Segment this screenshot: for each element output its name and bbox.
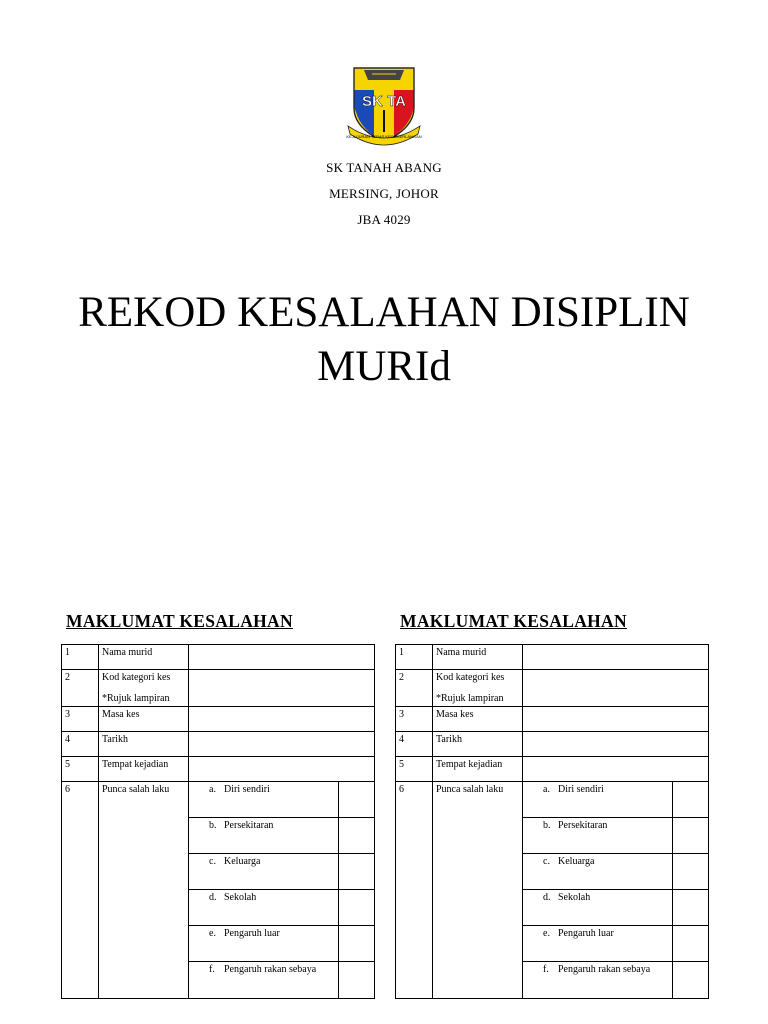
- row-number: 1: [396, 645, 433, 670]
- date-field[interactable]: [189, 732, 375, 757]
- row-label: Punca salah laku: [433, 782, 523, 999]
- option-letter: f.: [209, 964, 215, 975]
- option-checkbox[interactable]: [673, 962, 709, 999]
- cause-option: [189, 926, 339, 962]
- cause-option: [189, 782, 339, 818]
- cause-option: [523, 782, 673, 818]
- row-number: 5: [62, 757, 99, 782]
- table-row: [396, 645, 709, 670]
- option-text: Diri sendiri: [558, 784, 604, 795]
- offense-form-right: [395, 644, 709, 999]
- option-text: Persekitaran: [558, 820, 608, 831]
- table-row: [396, 707, 709, 732]
- row-label-cell: [99, 670, 189, 707]
- cause-option: [523, 890, 673, 926]
- time-field[interactable]: [523, 707, 709, 732]
- table-row: [396, 757, 709, 782]
- location-field[interactable]: [189, 757, 375, 782]
- row-sublabel: *Rujuk lampiran: [436, 693, 504, 704]
- row-number: 6: [396, 782, 433, 999]
- row-number: 4: [396, 732, 433, 757]
- school-code: JBA 4029: [357, 212, 411, 227]
- date-field[interactable]: [523, 732, 709, 757]
- row-number: 4: [62, 732, 99, 757]
- option-letter: b.: [209, 820, 217, 831]
- table-row: [62, 670, 375, 707]
- row-label: Tarikh: [99, 732, 189, 757]
- option-checkbox[interactable]: [339, 854, 375, 890]
- option-checkbox[interactable]: [339, 962, 375, 999]
- option-text: Pengaruh rakan sebaya: [224, 964, 317, 975]
- option-checkbox[interactable]: [339, 782, 375, 818]
- option-checkbox[interactable]: [339, 818, 375, 854]
- cause-option: [189, 890, 339, 926]
- title-line-2: MURId: [317, 343, 451, 390]
- option-letter: e.: [209, 928, 216, 939]
- option-text: Pengaruh luar: [558, 928, 614, 939]
- row-number: 6: [62, 782, 99, 999]
- table-row: [62, 707, 375, 732]
- row-label-cell: [433, 670, 523, 707]
- cause-option: [523, 818, 673, 854]
- option-letter: f.: [543, 964, 549, 975]
- option-checkbox[interactable]: [339, 926, 375, 962]
- logo-ribbon: KEJUJURAN TERAS KECEMERLANGAN: [346, 134, 422, 139]
- option-text: Pengaruh rakan sebaya: [558, 964, 651, 975]
- row-number: 5: [396, 757, 433, 782]
- option-letter: a.: [209, 784, 216, 795]
- row-label: Punca salah laku: [99, 782, 189, 999]
- option-text: Diri sendiri: [224, 784, 270, 795]
- school-location: MERSING, JOHOR: [329, 186, 439, 201]
- option-text: Pengaruh luar: [224, 928, 280, 939]
- cause-option: [189, 962, 339, 999]
- option-checkbox[interactable]: [673, 890, 709, 926]
- option-letter: c.: [209, 856, 216, 867]
- row-label: Tempat kejadian: [99, 757, 189, 782]
- table-row: [62, 757, 375, 782]
- category-code-field[interactable]: [189, 670, 375, 707]
- name-field[interactable]: [189, 645, 375, 670]
- row-label: Kod kategori kes: [102, 672, 171, 683]
- row-label: Masa kes: [99, 707, 189, 732]
- title-line-1: REKOD KESALAHAN DISIPLIN: [78, 289, 690, 336]
- option-letter: b.: [543, 820, 551, 831]
- page-title: [0, 286, 768, 394]
- row-label: Kod kategori kes: [436, 672, 505, 683]
- option-checkbox[interactable]: [673, 926, 709, 962]
- school-logo: [346, 62, 422, 148]
- cause-option: [523, 926, 673, 962]
- location-field[interactable]: [523, 757, 709, 782]
- cause-option: [189, 818, 339, 854]
- cause-option: [189, 854, 339, 890]
- section-heading-left: MAKLUMAT KESALAHAN: [66, 611, 293, 631]
- table-row: [62, 645, 375, 670]
- row-number: 2: [62, 670, 99, 707]
- option-checkbox[interactable]: [673, 818, 709, 854]
- time-field[interactable]: [189, 707, 375, 732]
- row-label: Tarikh: [433, 732, 523, 757]
- row-label: Masa kes: [433, 707, 523, 732]
- cause-option: [523, 962, 673, 999]
- school-name: SK TANAH ABANG: [326, 160, 442, 175]
- row-label: Nama murid: [99, 645, 189, 670]
- row-number: 2: [396, 670, 433, 707]
- option-text: Keluarga: [558, 856, 595, 867]
- option-letter: c.: [543, 856, 550, 867]
- option-letter: d.: [209, 892, 217, 903]
- table-row: [396, 782, 709, 818]
- row-label: Tempat kejadian: [433, 757, 523, 782]
- table-row: [62, 782, 375, 818]
- offense-form-left: [61, 644, 375, 999]
- table-row: [62, 732, 375, 757]
- cause-option: [523, 854, 673, 890]
- logo-text: SK TA: [362, 93, 406, 110]
- option-checkbox[interactable]: [339, 890, 375, 926]
- section-heading-right: MAKLUMAT KESALAHAN: [400, 611, 627, 631]
- row-number: 3: [396, 707, 433, 732]
- option-letter: d.: [543, 892, 551, 903]
- option-text: Keluarga: [224, 856, 261, 867]
- row-number: 3: [62, 707, 99, 732]
- table-row: [396, 732, 709, 757]
- option-text: Sekolah: [224, 892, 257, 903]
- option-checkbox[interactable]: [673, 782, 709, 818]
- name-field[interactable]: [523, 645, 709, 670]
- category-code-field[interactable]: [523, 670, 709, 707]
- row-label: Nama murid: [433, 645, 523, 670]
- option-checkbox[interactable]: [673, 854, 709, 890]
- option-letter: a.: [543, 784, 550, 795]
- row-sublabel: *Rujuk lampiran: [102, 693, 170, 704]
- option-text: Sekolah: [558, 892, 591, 903]
- row-number: 1: [62, 645, 99, 670]
- table-row: [396, 670, 709, 707]
- option-letter: e.: [543, 928, 550, 939]
- option-text: Persekitaran: [224, 820, 274, 831]
